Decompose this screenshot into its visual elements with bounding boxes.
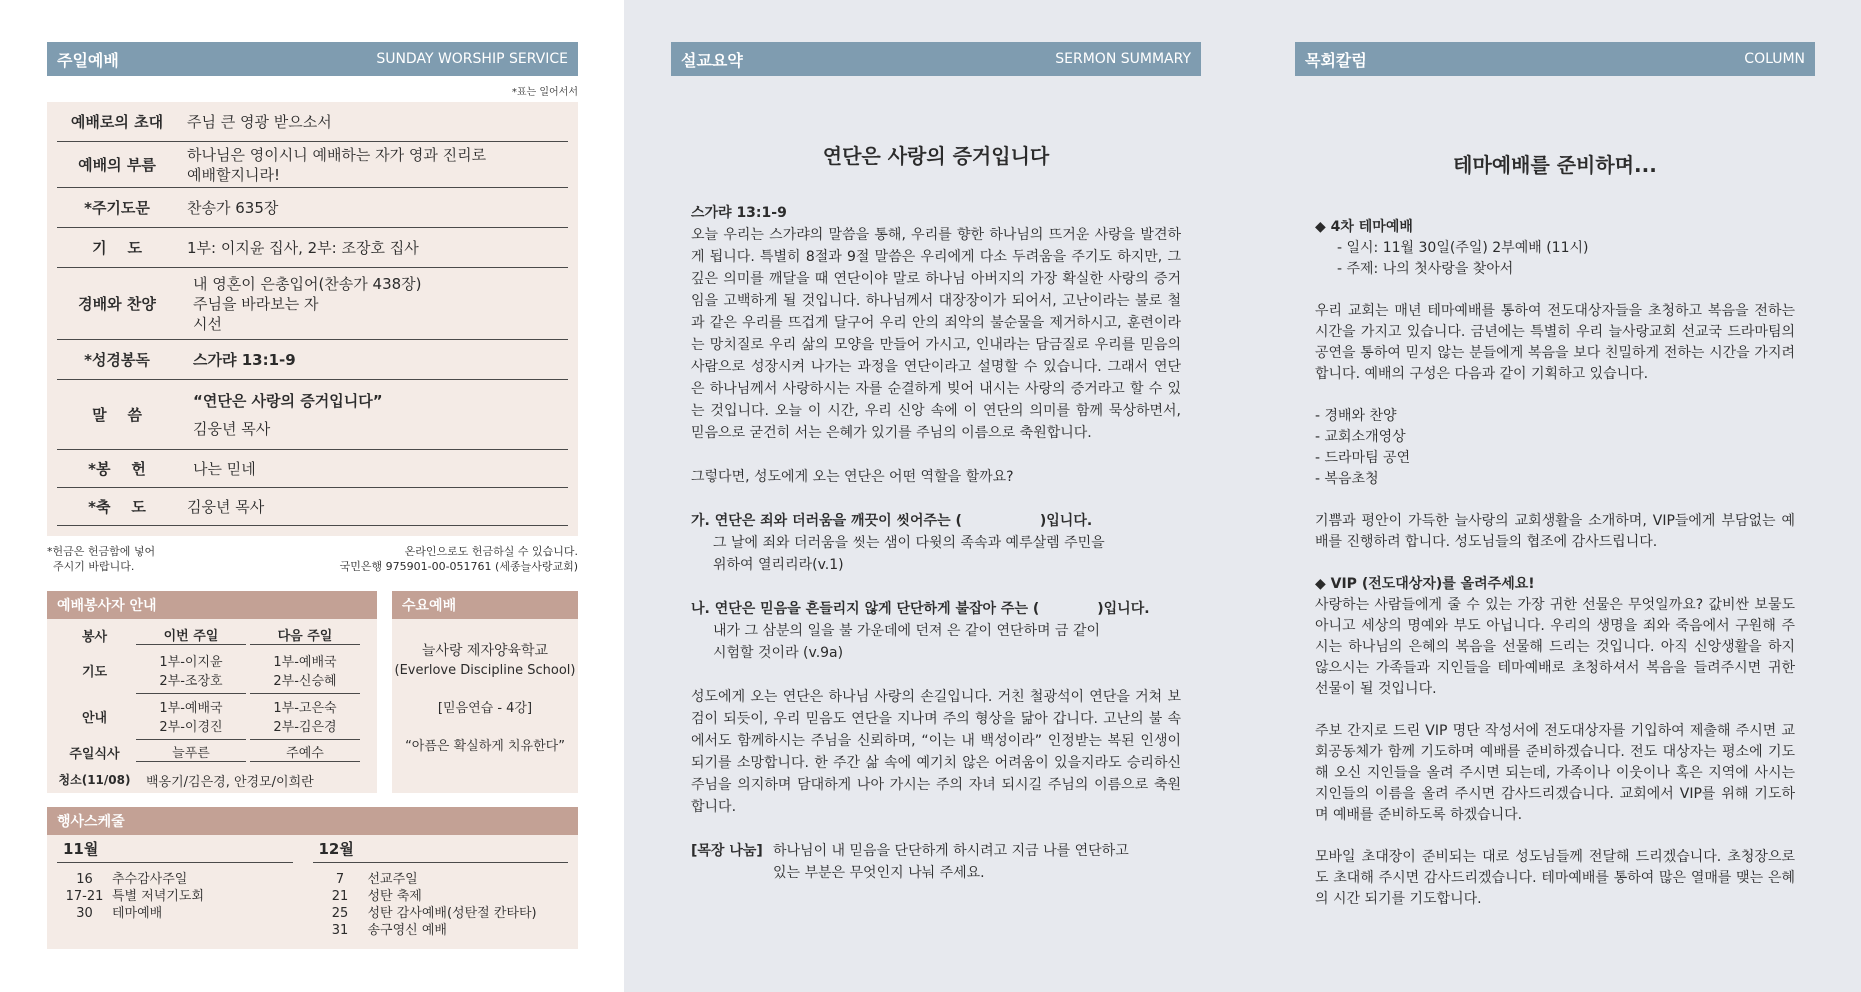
order-row — [57, 142, 568, 188]
events-header: 행사스케줄 — [47, 807, 578, 835]
worship-header-en: SUNDAY WORSHIP SERVICE — [376, 51, 568, 67]
column-title: 테마예배를 준비하며... — [1453, 153, 1657, 177]
events-months — [47, 835, 578, 939]
servants-row: 기도 1부-이지윤 2부-조장호 1부-예배국 2부-신승혜 — [57, 647, 367, 693]
event-item: 30 테마예배 — [76, 906, 163, 921]
sermon-header-ko: 설교요약 — [681, 50, 743, 70]
event-item: 21 성탄 축제 — [331, 889, 422, 904]
column-header — [1295, 42, 1815, 76]
order-row — [57, 228, 568, 268]
order-value: 주님 큰 영광 받으소서 — [187, 112, 332, 131]
servants-table — [47, 619, 377, 790]
theme-detail: - 일시: 11월 30일(주일) 2부예배 (11시) — [1337, 240, 1589, 256]
point-a-verse: 위하여 열리리라(v.1) — [713, 557, 844, 573]
servants-row: 안내 1부-예배국 2부-이경진 1부-고은숙 2부-김은경 — [57, 693, 367, 739]
servants-header: 예배봉사자 안내 — [47, 591, 377, 619]
cleaning-row: 청소(11/08) 백옹기/김은경, 안경모/이희란 — [58, 773, 314, 790]
events-month-november: 11월 16 추수감사주일 17-21 특별 저녁기도회 30 테마예배 — [57, 835, 313, 939]
servants-row: 주일식사 늘푸른 주예수 — [57, 739, 367, 765]
column-paragraph: 기쁨과 평안이 가득한 늘사랑의 교회생활을 소개하며, VIP들에게 부담없는 예배를 진행하려 합니다. 성도님들의 협조에 감사드립니다. — [1315, 513, 1795, 550]
theme-detail: - 주제: 나의 첫사랑을 찾아서 — [1337, 261, 1514, 277]
order-row — [57, 450, 568, 488]
theme-heading: ◆ 4차 테마예배 — [1315, 219, 1413, 235]
event-item: 7 선교주일 — [335, 872, 418, 887]
order-label: *주기도문 — [84, 199, 150, 217]
order-label: 기 도 — [92, 239, 142, 257]
order-value: 스가랴 13:1-9 — [193, 350, 296, 369]
order-value: 찬송가 635장 — [187, 198, 279, 217]
sermon-title: 연단은 사랑의 증거입니다 — [822, 144, 1050, 168]
sermon-question: 그렇다면, 성도에게 오는 연단은 어떤 역할을 할까요? — [691, 469, 1014, 485]
order-value: 하나님은 영이시니 예배하는 자가 영과 진리로 예배할지니라! — [187, 145, 487, 184]
order-row — [57, 380, 568, 450]
column-header-en: COLUMN — [1744, 51, 1805, 67]
order-value: 나는 믿네 — [193, 459, 256, 478]
column-paragraph: 사랑하는 사람들에게 줄 수 있는 가장 귀한 선물은 무엇일까요? 값비싼 보물도 아니고 세상의 명예와 부도 아닙니다. 우리의 생명을 죄와 죽음에서 구원해 주시는 하나님의 은혜의 복음을 선물해 드리는 것입니다. 아직 신앙생활을 하지 않으시는 가족들과 지인들을 테마예배로 초청하셔서 복음을 들려주시면 귀한 선물이 될 것입니다. — [1315, 597, 1795, 697]
column-paragraph: 우리 교회는 매년 테마예배를 통하여 전도대상자들을 초청하고 복음을 전하는 시간을 가지고 있습니다. 금년에는 특별히 우리 늘사랑교회 선교국 드라마팀의 공연을 통하여 믿지 않는 분들에게 복음을 보다 친밀하게 전하는 시간을 가지려 합니다. 예배의 구성은 다음과 같이 기획하고 있습니다. — [1315, 303, 1795, 382]
scripture-reference: 스가랴 13:1-9 — [691, 205, 787, 221]
sermon-header — [671, 42, 1201, 76]
point-b-verse: 내가 그 삼분의 일을 불 가운데에 던져 은 같이 연단하며 금 같이 — [713, 623, 1101, 639]
column-body — [1315, 217, 1795, 910]
point-a: 가. 연단은 죄와 더러움을 깨끗이 씻어주는 ( )입니다. — [691, 513, 1093, 529]
events-panel — [47, 807, 578, 949]
order-row — [57, 188, 568, 228]
small-group-sharing: [목장 나눔] 하나님이 내 믿음을 단단하게 하시려고 지금 나를 연단하고 있는 부분은 무엇인지 나눠 주세요. — [691, 843, 1129, 881]
offering-note — [47, 544, 578, 574]
events-month-december: 12월 7 선교주일 21 성탄 축제 25 성탄 감사예배(성탄절 칸타타) 31 송구영신 예배 — [313, 835, 569, 939]
standing-note: *표는 일어서서 — [511, 87, 578, 98]
offering-box-note: *헌금은 헌금함에 넣어 주시기 바랍니다. — [47, 545, 156, 573]
program-item: - 복음초청 — [1315, 471, 1379, 487]
order-row — [57, 102, 568, 142]
servants-panel — [47, 591, 377, 793]
program-item: - 경배와 찬양 — [1315, 408, 1397, 424]
point-a-verse: 그 날에 죄와 더러움을 씻는 샘이 다윗의 족속과 예루살렘 주민을 — [713, 535, 1105, 551]
order-label: *축 도 — [88, 498, 146, 516]
worship-header — [47, 42, 578, 76]
wednesday-body: 늘사랑 제자양육학교 (Everlove Discipline School) [믿음연습 - 4강] “아픔은 확실하게 치유한다” — [394, 643, 576, 754]
column-paragraph: 주보 간지로 드린 VIP 명단 작성서에 전도대상자를 기입하여 제출해 주시면 교회공동체가 함께 기도하며 예배를 준비하겠습니다. 전도 대상자는 평소에 기도해 오신 지인들을 올려 주시면 되는데, 가족이나 이웃이나 혹은 지역에 사시는 지인들의 이름을 올려 주시면 감사드리겠습니다. 교회에서 VIP를 위해 기도하며 예배를 준비하도록 하겠습니다. — [1315, 723, 1795, 823]
order-label: 예배로의 초대 — [70, 113, 164, 131]
servants-table-header: 봉사 이번 주일 다음 주일 — [57, 623, 367, 647]
order-row — [57, 268, 568, 340]
event-item: 17-21 특별 저녁기도회 — [65, 889, 205, 904]
order-label: 말 씀 — [92, 406, 142, 424]
order-label: 경배와 찬양 — [78, 295, 156, 313]
worship-header-ko: 주일예배 — [57, 50, 119, 70]
program-item: - 드라마팀 공연 — [1315, 450, 1411, 466]
wednesday-panel — [392, 591, 578, 793]
wednesday-header: 수요예배 — [392, 591, 578, 619]
event-item: 25 성탄 감사예배(성탄절 칸타타) — [331, 906, 537, 921]
point-b-verse: 시험할 것이라 (v.9a) — [713, 645, 844, 661]
order-value: 내 영혼이 은총입어(찬송가 438장) 주님을 바라보는 자 시선 — [193, 274, 422, 333]
order-row — [57, 340, 568, 380]
order-row — [57, 488, 568, 526]
sermon-header-en: SERMON SUMMARY — [1055, 51, 1191, 67]
order-label: *성경봉독 — [84, 351, 150, 369]
program-item: - 교회소개영상 — [1315, 429, 1406, 445]
order-value: 김웅년 목사 — [187, 497, 265, 516]
online-offering-note: 온라인으로도 헌금하실 수 있습니다. 국민은행 975901-00-051761 (세종늘사랑교회) — [339, 545, 578, 573]
event-item: 16 추수감사주일 — [76, 872, 188, 887]
order-of-service — [47, 102, 578, 536]
column-paragraph: 모바일 초대장이 준비되는 대로 성도님들께 전달해 드리겠습니다. 초청장으로도 초대해 주시면 감사드리겠습니다. 테마예배를 통하여 많은 열매를 맺는 은혜의 시간 되기를 기도합니다. — [1315, 849, 1795, 907]
order-label: 예배의 부름 — [78, 156, 156, 174]
sermon-paragraph: 성도에게 오는 연단은 하나님 사랑의 손길입니다. 거친 철광석이 연단을 거쳐 보검이 되듯이, 우리 믿음도 연단을 지나며 주의 형상을 닮아 갑니다. 고난의 불 속에서도 함께하시는 주님을 신뢰하며, “이는 내 백성이라” 인정받는 복된 인생이 되기를 소망합니다. 한 주간 삶 속에 예기치 않은 어려움이 있을지라도 승리하신 주님을 의지하며 담대하게 나아 가시는 주의 자녀 되시길 주님의 이름으로 축원합니다. — [691, 689, 1181, 815]
order-value: 1부: 이지윤 집사, 2부: 조장호 집사 — [187, 238, 419, 257]
sermon-body — [691, 202, 1181, 884]
order-value: “연단은 사랑의 증거입니다” 김웅년 목사 — [193, 391, 383, 438]
column-header-ko: 목회칼럼 — [1305, 50, 1367, 70]
vip-heading: ◆ VIP (전도대상자)를 올려주세요! — [1315, 576, 1535, 592]
event-item: 31 송구영신 예배 — [331, 923, 447, 938]
order-label: *봉 헌 — [88, 460, 146, 478]
point-b: 나. 연단은 믿음을 흔들리지 않게 단단하게 불잡아 주는 ( )입니다. — [691, 601, 1150, 617]
sermon-paragraph: 오늘 우리는 스가랴의 말씀을 통해, 우리를 향한 하나님의 뜨거운 사랑을 발견하게 됩니다. 특별히 8절과 9절 말씀은 우리에게 다소 두려움을 주기도 하지만, 그 깊은 의미를 깨달을 때 연단이야 말로 하나님 아버지의 가장 확실한 사랑의 증거임을 고백하게 될 것입니다. 하나님께서 대장장이가 되어서, 고난이라는 불로 철과 같은 우리를 뜨겁게 달구어 우리 안의 죄악의 불순물을 제거하시고, 훈련이라는 망치질로 우리 삶의 모양을 만들어 가시고, 인내라는 담금질로 우리를 믿음의 사람으로 성장시켜 나가는 과정을 연단이라고 설명할 수 있습니다. 그래서 연단은 하나님께서 사랑하시는 자를 순결하게 빚어 내시는 사랑의 증거라고 할 수 있는 것입니다. 오늘 이 시간, 우리 신앙 속에 이 연단의 의미를 함께 묵상하면서, 믿음으로 굳건히 서는 은혜가 있기를 주님의 이름으로 축원합니다. — [691, 227, 1181, 441]
